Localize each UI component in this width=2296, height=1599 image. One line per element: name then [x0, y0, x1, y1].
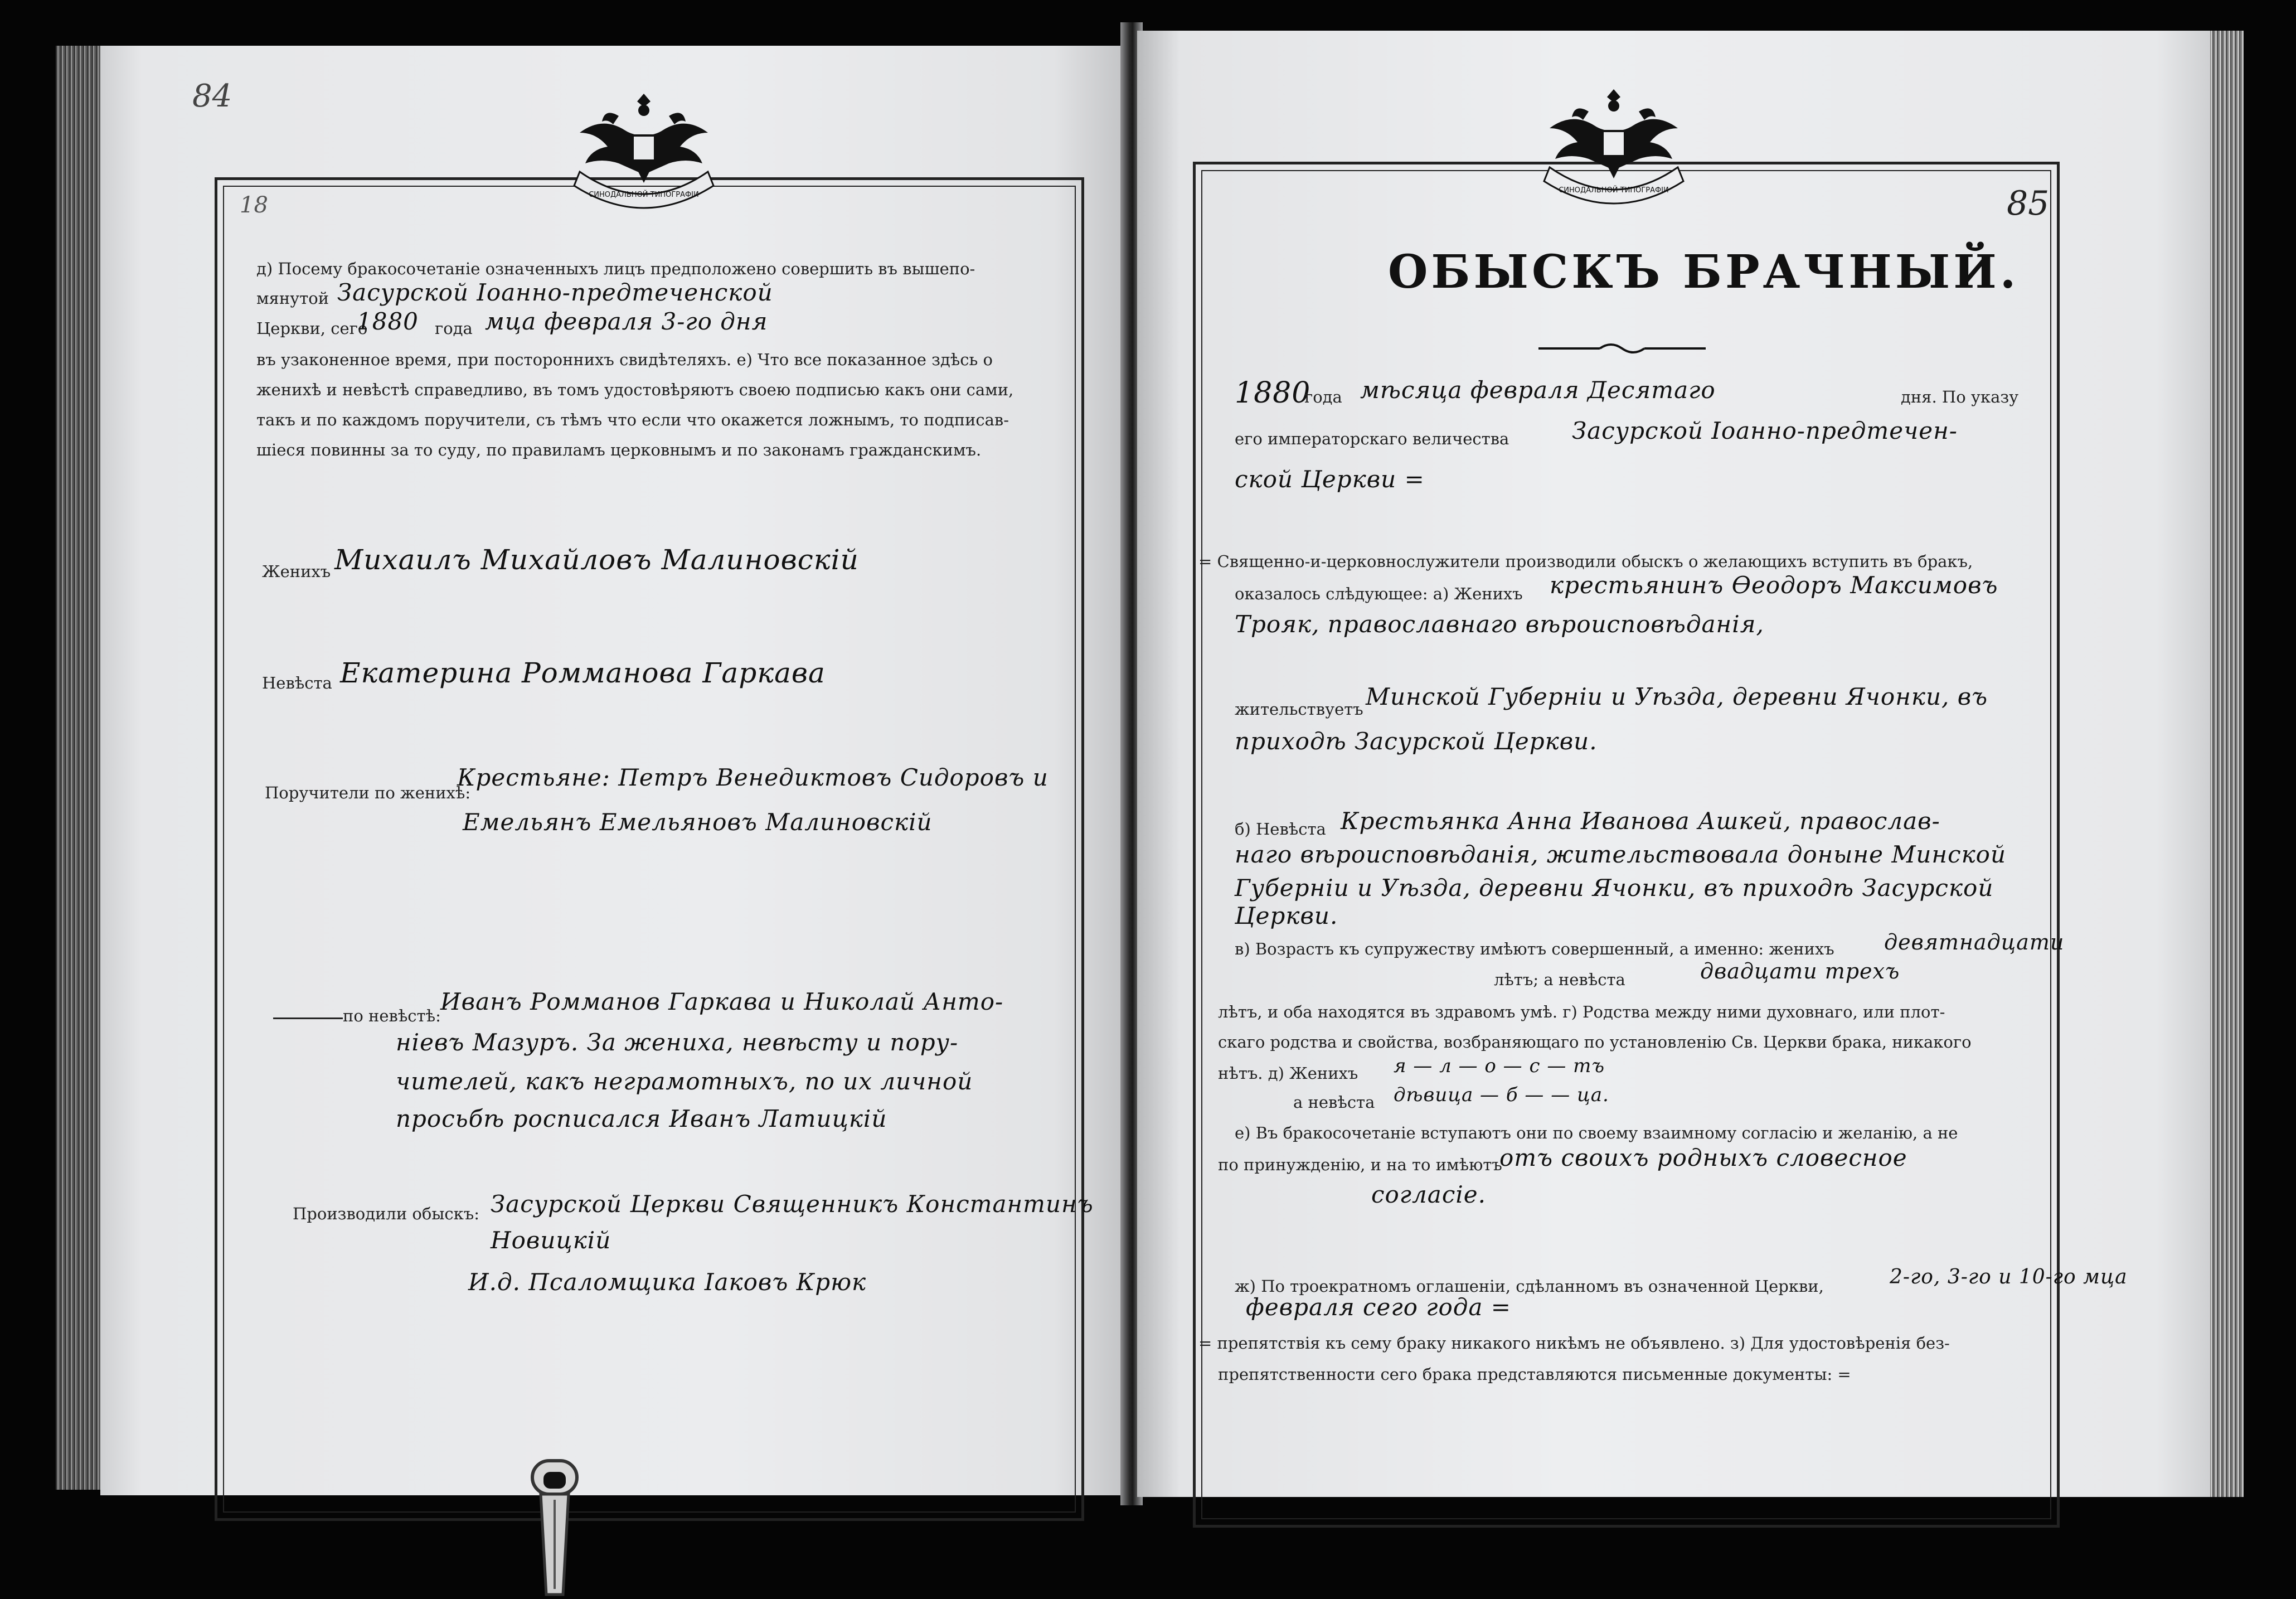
- conducted-line-3: И.д. Псаломщика Іаковъ Крюк: [468, 1268, 867, 1296]
- guarantors-groom-label: Поручители по женихѣ:: [265, 783, 471, 802]
- guarantors-groom-line-1: Крестьяне: Петръ Венедиктовъ Сидоровъ и: [457, 764, 1049, 791]
- record-date-handwritten: мѣсяца февраля Десятаго: [1360, 376, 1716, 404]
- guarantors-bride-line-1: Иванъ Ромманов Гаркава и Николай Анто-: [440, 988, 1004, 1015]
- page-number: 85: [2007, 184, 2050, 223]
- age-groom-status-handwritten: я — л — о — с — тъ: [1394, 1055, 1605, 1077]
- intro-line-7: шіеся повинны за то суду, по правиламъ церковнымъ и по законамъ гражданскимъ.: [256, 440, 982, 459]
- age-printed-2: лѣтъ; а невѣста: [1494, 970, 1625, 989]
- groom-label: Женихъ: [262, 562, 331, 581]
- bride-label: Невѣста: [262, 673, 332, 692]
- banns-handwritten-2: февраля сего года =: [1246, 1293, 1511, 1321]
- bride-b-label: б) Невѣста: [1235, 820, 1326, 839]
- bride-b-line-4: Церкви.: [1235, 902, 1338, 929]
- blank-rule: [273, 1017, 343, 1019]
- title-ornament: [1538, 340, 1706, 357]
- intro-line-3-printed: Церкви, сего: [256, 319, 368, 338]
- intro-line-6: такъ и по каждомъ поручители, съ тѣмъ что если что окажется ложнымъ, то подписав-: [256, 410, 1009, 429]
- residence-label: жительствуетъ: [1235, 700, 1363, 719]
- bride-b-line-2: наго вѣроисповѣданія, жительствовала доныне Минской: [1235, 841, 2007, 868]
- bride-b-line-1: Крестьянка Анна Иванова Ашкей, православ-: [1341, 807, 1940, 835]
- clergy-line-2-printed: оказалось слѣдующее: а) Женихъ: [1235, 584, 1523, 603]
- date-printed-b: дня. По указу: [1901, 387, 2019, 406]
- clergy-groom-handwritten: крестьянинъ Ѳеодоръ Максимовъ: [1550, 571, 1998, 599]
- age-bride-status-handwritten: дѣвица — б — — ца.: [1394, 1084, 1609, 1106]
- consent-printed-1: е) Въ бракосочетаніе вступаютъ они по своему взаимному согласію и желанію, а не: [1235, 1123, 1958, 1142]
- guarantors-bride-line-4: просьбѣ росписался Иванъ Латицкій: [396, 1105, 887, 1132]
- pencil-folio-number: 84: [192, 78, 232, 114]
- left-page-edges: [56, 46, 106, 1490]
- intro-line-2-handwritten: Засурской Іоанно-предтеченской: [337, 279, 773, 306]
- residence-line-2: приходѣ Засурской Церкви.: [1235, 728, 1598, 755]
- bride-b-line-3: Губерніи и Уѣзда, деревни Ячонки, въ приходѣ Засурской: [1235, 874, 1994, 902]
- consent-printed-2: по принужденію, и на то имѣютъ: [1218, 1155, 1502, 1174]
- consent-handwritten-1: отъ своихъ родныхъ словесное: [1499, 1144, 1907, 1171]
- clergy-groom-handwritten-2: Трояк, православнаго вѣроисповѣданія,: [1235, 610, 1764, 638]
- guarantors-groom-line-2: Емельянъ Емельяновъ Малиновскій: [463, 808, 933, 836]
- age-printed-6: а невѣста: [1293, 1093, 1375, 1112]
- guarantors-bride-line-3: чителей, какъ неграмотныхъ, по их личной: [396, 1068, 973, 1095]
- right-page-edges: [2205, 31, 2244, 1497]
- guarantors-bride-line-2: ніевъ Мазуръ. За жениха, невѣсту и пору-: [396, 1029, 959, 1056]
- intro-line-5: женихѣ и невѣстѣ справедливо, въ томъ удостовѣряютъ своею подписью какъ они сами,: [256, 380, 1014, 399]
- age-bride-handwritten: двадцати трехъ: [1700, 959, 1900, 983]
- bride-name: Екатерина Ромманова Гаркава: [340, 657, 826, 689]
- banns-printed-4: препятственности сего брака представляются письменные документы: =: [1218, 1365, 1851, 1384]
- left-page-frame: [215, 177, 1084, 1521]
- banns-printed-1: ж) По троекратномъ оглашеніи, сдѣланномъ въ означенной Церкви,: [1235, 1277, 1824, 1296]
- record-year: 1880: [1235, 376, 1311, 410]
- age-printed-3: лѣтъ, и оба находятся въ здравомъ умѣ. г) Родства между ними духовнаго, или плот-: [1218, 1002, 1945, 1021]
- intro-line-1: д) Посему бракосочетаніе означенныхъ лицъ предположено совершить въ вышепо-: [256, 259, 975, 278]
- imperial-eagle-emblem-right: [1538, 78, 1689, 206]
- consent-handwritten-2: согласіе.: [1371, 1181, 1486, 1208]
- age-printed-4: скаго родства и свойства, возбраняющаго по установленію Св. Церкви брака, никакого: [1218, 1033, 1972, 1052]
- banns-handwritten-1: 2-го, 3-го и 10-го мца: [1890, 1266, 2128, 1288]
- conducted-line-2: Новицкій: [491, 1227, 611, 1254]
- clergy-line-1: = Священно-и-церковнослужители производили обыскъ о желающихъ вступить въ бракъ,: [1198, 552, 1973, 571]
- intro-line-4: въ узаконенное время, при постороннихъ свидѣтеляхъ. е) Что все показанное здѣсь о: [256, 350, 993, 369]
- document-title: ОБЫСКЪ БРАЧНЫЙ.: [1388, 245, 2020, 299]
- emblem-label-left: СИНОДАЛЬНОЙ ТИПОГРАФІИ: [589, 191, 699, 199]
- emblem-label-right: СИНОДАЛЬНОЙ ТИПОГРАФІИ: [1559, 186, 1669, 195]
- residence-line-1: Минской Губерніи и Уѣзда, деревни Ячонки, въ: [1366, 683, 1988, 710]
- banns-printed-3: = препятствія къ сему браку никакого никѣмъ не объявлено. з) Для удостовѣренія без-: [1198, 1334, 1950, 1353]
- guarantors-bride-label: по невѣстѣ:: [343, 1006, 441, 1025]
- intro-line-3-printed-b: года: [435, 319, 473, 338]
- church-line: ской Церкви =: [1235, 466, 1425, 493]
- intro-line-2-printed: мянутой: [256, 289, 329, 308]
- imperial-eagle-emblem-left: [569, 83, 719, 211]
- date-printed-a: года: [1304, 387, 1342, 406]
- conducted-label: Производили обыскъ:: [293, 1204, 479, 1223]
- intro-date-handwritten: мца февраля 3-го дня: [485, 308, 768, 335]
- imperial-line-handwritten: Засурской Іоанно-предтечен-: [1572, 417, 1958, 444]
- age-printed-1: в) Возрастъ къ супружеству имѣютъ совершенный, а именно: женихъ: [1235, 939, 1834, 958]
- conducted-line-1: Засурской Церкви Священникъ Константинъ: [491, 1190, 1094, 1218]
- age-groom-handwritten: девятнадцати: [1884, 930, 2065, 954]
- imperial-line-printed: его императорскаго величества: [1235, 429, 1509, 448]
- corner-mark: 18: [240, 192, 268, 218]
- intro-year-handwritten: 1880: [357, 308, 419, 335]
- groom-name: Михаилъ Михайловъ Малиновскій: [334, 544, 859, 576]
- book-clip: [518, 1450, 591, 1599]
- age-printed-5: нѣтъ. д) Женихъ: [1218, 1064, 1358, 1083]
